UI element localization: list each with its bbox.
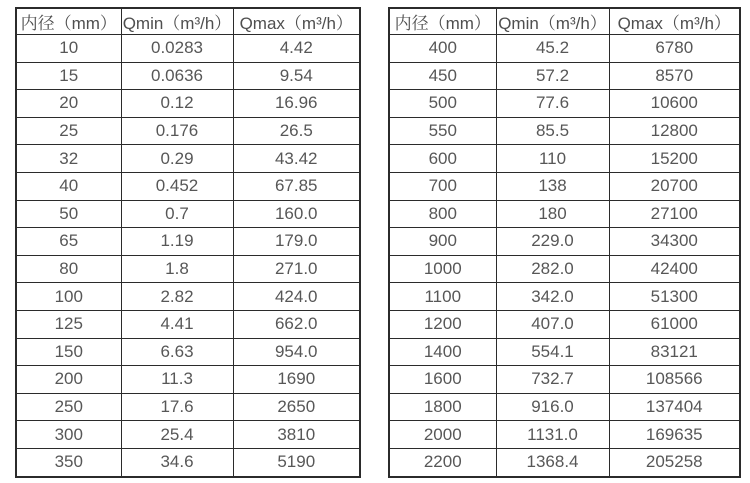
cell-qmin: 282.0 bbox=[496, 255, 609, 283]
cell-diameter: 150 bbox=[16, 338, 121, 366]
flow-spec-table-small-diameters bbox=[15, 7, 361, 478]
cell-qmax: 137404 bbox=[609, 393, 740, 421]
cell-qmin: 0.452 bbox=[121, 172, 233, 200]
cell-qmin: 732.7 bbox=[496, 366, 609, 394]
header-row bbox=[16, 8, 360, 35]
table-row bbox=[16, 448, 360, 476]
cell-qmin: 6.63 bbox=[121, 338, 233, 366]
cell-diameter: 700 bbox=[389, 172, 496, 200]
cell-qmax: 42400 bbox=[609, 255, 740, 283]
column-header-diameter: 内径（mm） bbox=[16, 8, 121, 35]
column-header-qmax: Qmax（m³/h） bbox=[609, 8, 740, 35]
cell-qmin: 916.0 bbox=[496, 393, 609, 421]
table-row bbox=[16, 366, 360, 394]
cell-qmax: 26.5 bbox=[233, 117, 360, 145]
table-row bbox=[389, 338, 740, 366]
cell-qmin: 85.5 bbox=[496, 117, 609, 145]
cell-qmax: 20700 bbox=[609, 172, 740, 200]
cell-diameter: 65 bbox=[16, 228, 121, 256]
table-row bbox=[16, 393, 360, 421]
table-row bbox=[389, 35, 740, 63]
cell-diameter: 1800 bbox=[389, 393, 496, 421]
cell-qmax: 61000 bbox=[609, 310, 740, 338]
cell-diameter: 40 bbox=[16, 172, 121, 200]
cell-qmax: 160.0 bbox=[233, 200, 360, 228]
table-row bbox=[389, 62, 740, 90]
cell-diameter: 1100 bbox=[389, 283, 496, 311]
cell-qmax: 9.54 bbox=[233, 62, 360, 90]
flow-spec-table-large-diameters bbox=[388, 7, 741, 478]
table-row bbox=[389, 283, 740, 311]
cell-diameter: 50 bbox=[16, 200, 121, 228]
cell-qmax: 67.85 bbox=[233, 172, 360, 200]
table-row bbox=[16, 228, 360, 256]
cell-qmin: 0.12 bbox=[121, 90, 233, 118]
cell-diameter: 250 bbox=[16, 393, 121, 421]
cell-diameter: 2000 bbox=[389, 421, 496, 449]
cell-qmin: 34.6 bbox=[121, 448, 233, 476]
table-row bbox=[389, 228, 740, 256]
table-row bbox=[16, 310, 360, 338]
header-row bbox=[389, 8, 740, 35]
cell-qmin: 1131.0 bbox=[496, 421, 609, 449]
cell-qmin: 0.0636 bbox=[121, 62, 233, 90]
cell-qmax: 1690 bbox=[233, 366, 360, 394]
table-row bbox=[16, 200, 360, 228]
cell-diameter: 80 bbox=[16, 255, 121, 283]
table-row bbox=[16, 35, 360, 63]
cell-qmax: 662.0 bbox=[233, 310, 360, 338]
cell-diameter: 1600 bbox=[389, 366, 496, 394]
cell-qmax: 5190 bbox=[233, 448, 360, 476]
table-row bbox=[389, 310, 740, 338]
cell-qmax: 954.0 bbox=[233, 338, 360, 366]
cell-qmax: 4.42 bbox=[233, 35, 360, 63]
cell-qmax: 15200 bbox=[609, 145, 740, 173]
cell-qmax: 34300 bbox=[609, 228, 740, 256]
column-header-diameter: 内径（mm） bbox=[389, 8, 496, 35]
cell-qmin: 1368.4 bbox=[496, 448, 609, 476]
cell-qmax: 169635 bbox=[609, 421, 740, 449]
table-row bbox=[389, 172, 740, 200]
table-row bbox=[16, 255, 360, 283]
cell-diameter: 900 bbox=[389, 228, 496, 256]
cell-diameter: 400 bbox=[389, 35, 496, 63]
cell-diameter: 32 bbox=[16, 145, 121, 173]
cell-qmax: 43.42 bbox=[233, 145, 360, 173]
cell-diameter: 1000 bbox=[389, 255, 496, 283]
table-row bbox=[16, 421, 360, 449]
cell-qmax: 6780 bbox=[609, 35, 740, 63]
table-row bbox=[16, 145, 360, 173]
cell-qmin: 0.29 bbox=[121, 145, 233, 173]
cell-diameter: 2200 bbox=[389, 448, 496, 476]
cell-qmax: 8570 bbox=[609, 62, 740, 90]
cell-diameter: 100 bbox=[16, 283, 121, 311]
table-row bbox=[389, 90, 740, 118]
table-row bbox=[16, 172, 360, 200]
flow-spec-tables-container bbox=[15, 7, 741, 478]
table-row bbox=[389, 200, 740, 228]
cell-qmin: 1.19 bbox=[121, 228, 233, 256]
table-row bbox=[16, 117, 360, 145]
cell-qmin: 407.0 bbox=[496, 310, 609, 338]
cell-qmin: 4.41 bbox=[121, 310, 233, 338]
cell-diameter: 10 bbox=[16, 35, 121, 63]
cell-qmin: 25.4 bbox=[121, 421, 233, 449]
cell-qmin: 110 bbox=[496, 145, 609, 173]
cell-qmax: 27100 bbox=[609, 200, 740, 228]
cell-diameter: 350 bbox=[16, 448, 121, 476]
table-row bbox=[389, 366, 740, 394]
cell-diameter: 550 bbox=[389, 117, 496, 145]
cell-diameter: 500 bbox=[389, 90, 496, 118]
cell-qmin: 0.7 bbox=[121, 200, 233, 228]
table-row bbox=[389, 255, 740, 283]
table-row bbox=[389, 145, 740, 173]
cell-qmin: 554.1 bbox=[496, 338, 609, 366]
cell-diameter: 1400 bbox=[389, 338, 496, 366]
cell-qmin: 11.3 bbox=[121, 366, 233, 394]
cell-qmax: 51300 bbox=[609, 283, 740, 311]
cell-qmin: 138 bbox=[496, 172, 609, 200]
cell-qmax: 205258 bbox=[609, 448, 740, 476]
table-row bbox=[389, 117, 740, 145]
cell-diameter: 20 bbox=[16, 90, 121, 118]
cell-qmax: 108566 bbox=[609, 366, 740, 394]
column-header-qmax: Qmax（m³/h） bbox=[233, 8, 360, 35]
cell-diameter: 15 bbox=[16, 62, 121, 90]
cell-qmin: 1.8 bbox=[121, 255, 233, 283]
cell-diameter: 125 bbox=[16, 310, 121, 338]
cell-diameter: 1200 bbox=[389, 310, 496, 338]
cell-qmax: 271.0 bbox=[233, 255, 360, 283]
table-row bbox=[16, 90, 360, 118]
cell-qmin: 45.2 bbox=[496, 35, 609, 63]
cell-diameter: 200 bbox=[16, 366, 121, 394]
table-row bbox=[389, 393, 740, 421]
cell-qmin: 180 bbox=[496, 200, 609, 228]
cell-qmin: 0.0283 bbox=[121, 35, 233, 63]
table-row bbox=[16, 283, 360, 311]
table-row bbox=[389, 421, 740, 449]
cell-diameter: 800 bbox=[389, 200, 496, 228]
cell-qmax: 10600 bbox=[609, 90, 740, 118]
cell-qmin: 0.176 bbox=[121, 117, 233, 145]
column-header-qmin: Qmin（m³/h） bbox=[121, 8, 233, 35]
cell-diameter: 600 bbox=[389, 145, 496, 173]
cell-qmin: 57.2 bbox=[496, 62, 609, 90]
table-row bbox=[389, 448, 740, 476]
cell-qmax: 3810 bbox=[233, 421, 360, 449]
cell-qmin: 229.0 bbox=[496, 228, 609, 256]
cell-qmax: 2650 bbox=[233, 393, 360, 421]
table-row bbox=[16, 62, 360, 90]
cell-qmin: 2.82 bbox=[121, 283, 233, 311]
cell-qmax: 424.0 bbox=[233, 283, 360, 311]
cell-diameter: 25 bbox=[16, 117, 121, 145]
cell-qmax: 179.0 bbox=[233, 228, 360, 256]
cell-diameter: 300 bbox=[16, 421, 121, 449]
table-row bbox=[16, 338, 360, 366]
cell-qmax: 16.96 bbox=[233, 90, 360, 118]
cell-qmin: 77.6 bbox=[496, 90, 609, 118]
cell-qmax: 12800 bbox=[609, 117, 740, 145]
cell-qmin: 342.0 bbox=[496, 283, 609, 311]
cell-qmin: 17.6 bbox=[121, 393, 233, 421]
column-header-qmin: Qmin（m³/h） bbox=[496, 8, 609, 35]
cell-diameter: 450 bbox=[389, 62, 496, 90]
cell-qmax: 83121 bbox=[609, 338, 740, 366]
